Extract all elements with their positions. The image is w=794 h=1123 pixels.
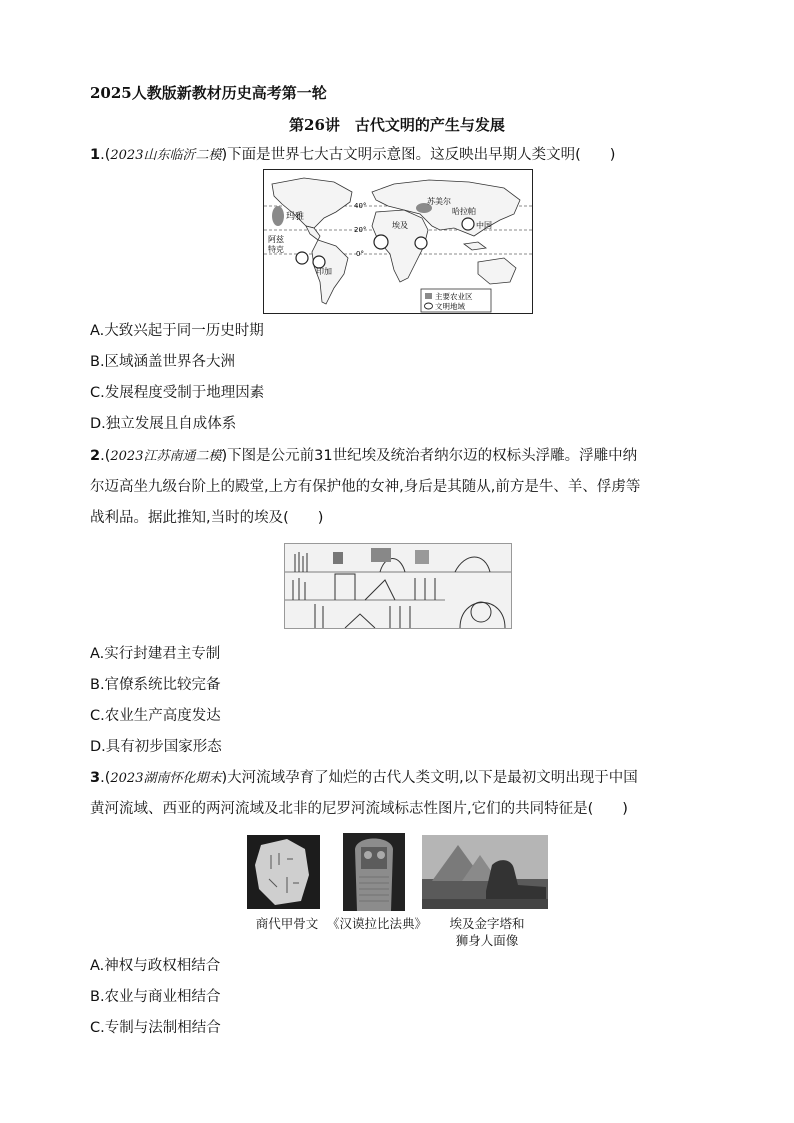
question-1-option-c[interactable]: C.发展程度受制于地理因素 <box>90 385 265 401</box>
map-label-aztec: 阿兹 <box>268 235 284 244</box>
maya-farming-area <box>272 206 284 226</box>
question-2-option-d[interactable]: D.具有初步国家形态 <box>90 739 222 755</box>
question-3-option-a[interactable]: A.神权与政权相结合 <box>90 958 221 974</box>
caption-pyramid-line-2: 狮身人面像 <box>455 933 519 948</box>
question-2-option-a[interactable]: A.实行封建君主专制 <box>90 646 221 662</box>
question-3-number: 3 <box>90 770 101 786</box>
caption-pyramid-line-1: 埃及金字塔和 <box>449 916 525 931</box>
legend-farming-label: 主要农业区 <box>435 292 473 301</box>
pyramid-sphinx-image <box>422 835 548 909</box>
question-1-option-a[interactable]: A.大致兴起于同一历史时期 <box>90 323 264 339</box>
map-label-sumer: 苏美尔 <box>427 197 451 206</box>
world-civilizations-map <box>263 169 533 314</box>
question-3-source: 2023湖南怀化期末 <box>110 771 222 786</box>
question-2-option-c[interactable]: C.农业生产高度发达 <box>90 708 221 724</box>
question-3-stem-line-1: 3.(2023湖南怀化期末)大河流域孕育了灿烂的古代人类文明,以下是最初文明出现于中国 <box>90 770 638 786</box>
hammurabi-code-image <box>343 833 405 911</box>
question-3-option-c[interactable]: C.专制与法制相结合 <box>90 1020 221 1036</box>
map-label-harappa: 哈拉帕 <box>452 207 476 216</box>
question-1-number: 1 <box>90 147 101 163</box>
legend-farming-swatch <box>425 293 432 299</box>
question-2-source: 2023江苏南通二模 <box>110 449 222 464</box>
map-label-inca: 印加 <box>316 267 332 276</box>
legend-civ-swatch <box>425 303 433 309</box>
question-1-option-b[interactable]: B.区域涵盖世界各大洲 <box>90 354 236 370</box>
lat-label-40: 40° <box>354 202 367 210</box>
china-circle <box>462 218 474 230</box>
map-label-egypt: 埃及 <box>392 221 408 230</box>
map-label-maya: 玛雅 <box>286 212 305 222</box>
lesson-title: 第26讲 古代文明的产生与发展 <box>289 116 505 134</box>
caption-hammurabi: 《汉谟拉比法典》 <box>326 916 427 931</box>
lat-label-0: 0° <box>356 250 364 258</box>
egypt-circle <box>374 235 388 249</box>
document-header: 2025人教版新教材历史高考第一轮 <box>90 84 327 102</box>
question-2-option-b[interactable]: B.官僚系统比较完备 <box>90 677 221 693</box>
question-3-option-b[interactable]: B.农业与商业相结合 <box>90 989 221 1005</box>
harappa-circle <box>415 237 427 249</box>
question-1-option-d[interactable]: D.独立发展且自成体系 <box>90 416 237 432</box>
question-1-source: 2023山东临沂二模 <box>110 148 222 163</box>
question-2-number: 2 <box>90 448 101 464</box>
question-2-stem-line-1: 2.(2023江苏南通二模)下图是公元前31世纪埃及统治者纳尔迈的权标头浮雕。浮雕中纳 <box>90 448 638 464</box>
lat-label-20: 20° <box>354 226 367 234</box>
question-2-stem-line-3: 战利品。据此推知,当时的埃及( ) <box>90 510 324 526</box>
map-graphic <box>264 170 532 313</box>
question-3-stem-line-2: 黄河流域、西亚的两河流域及北非的尼罗河流域标志性图片,它们的共同特征是( ) <box>90 801 628 817</box>
oracle-bone-image <box>247 835 320 909</box>
caption-oracle-bone: 商代甲骨文 <box>255 916 319 931</box>
legend-civ-label: 文明地域 <box>435 302 465 311</box>
aztec-circle <box>296 252 308 264</box>
question-2-stem-line-2: 尔迈高坐九级台阶上的殿堂,上方有保护他的女神,身后是其随从,前方是牛、羊、俘虏等 <box>90 479 641 495</box>
narmer-relief-image <box>284 543 512 629</box>
map-label-china: 中国 <box>476 221 492 230</box>
map-label-aztec-2: 特克 <box>268 245 284 254</box>
question-1-stem: 1.(2023山东临沂二模)下面是世界七大古文明示意图。这反映出早期人类文明( ) <box>90 147 616 163</box>
